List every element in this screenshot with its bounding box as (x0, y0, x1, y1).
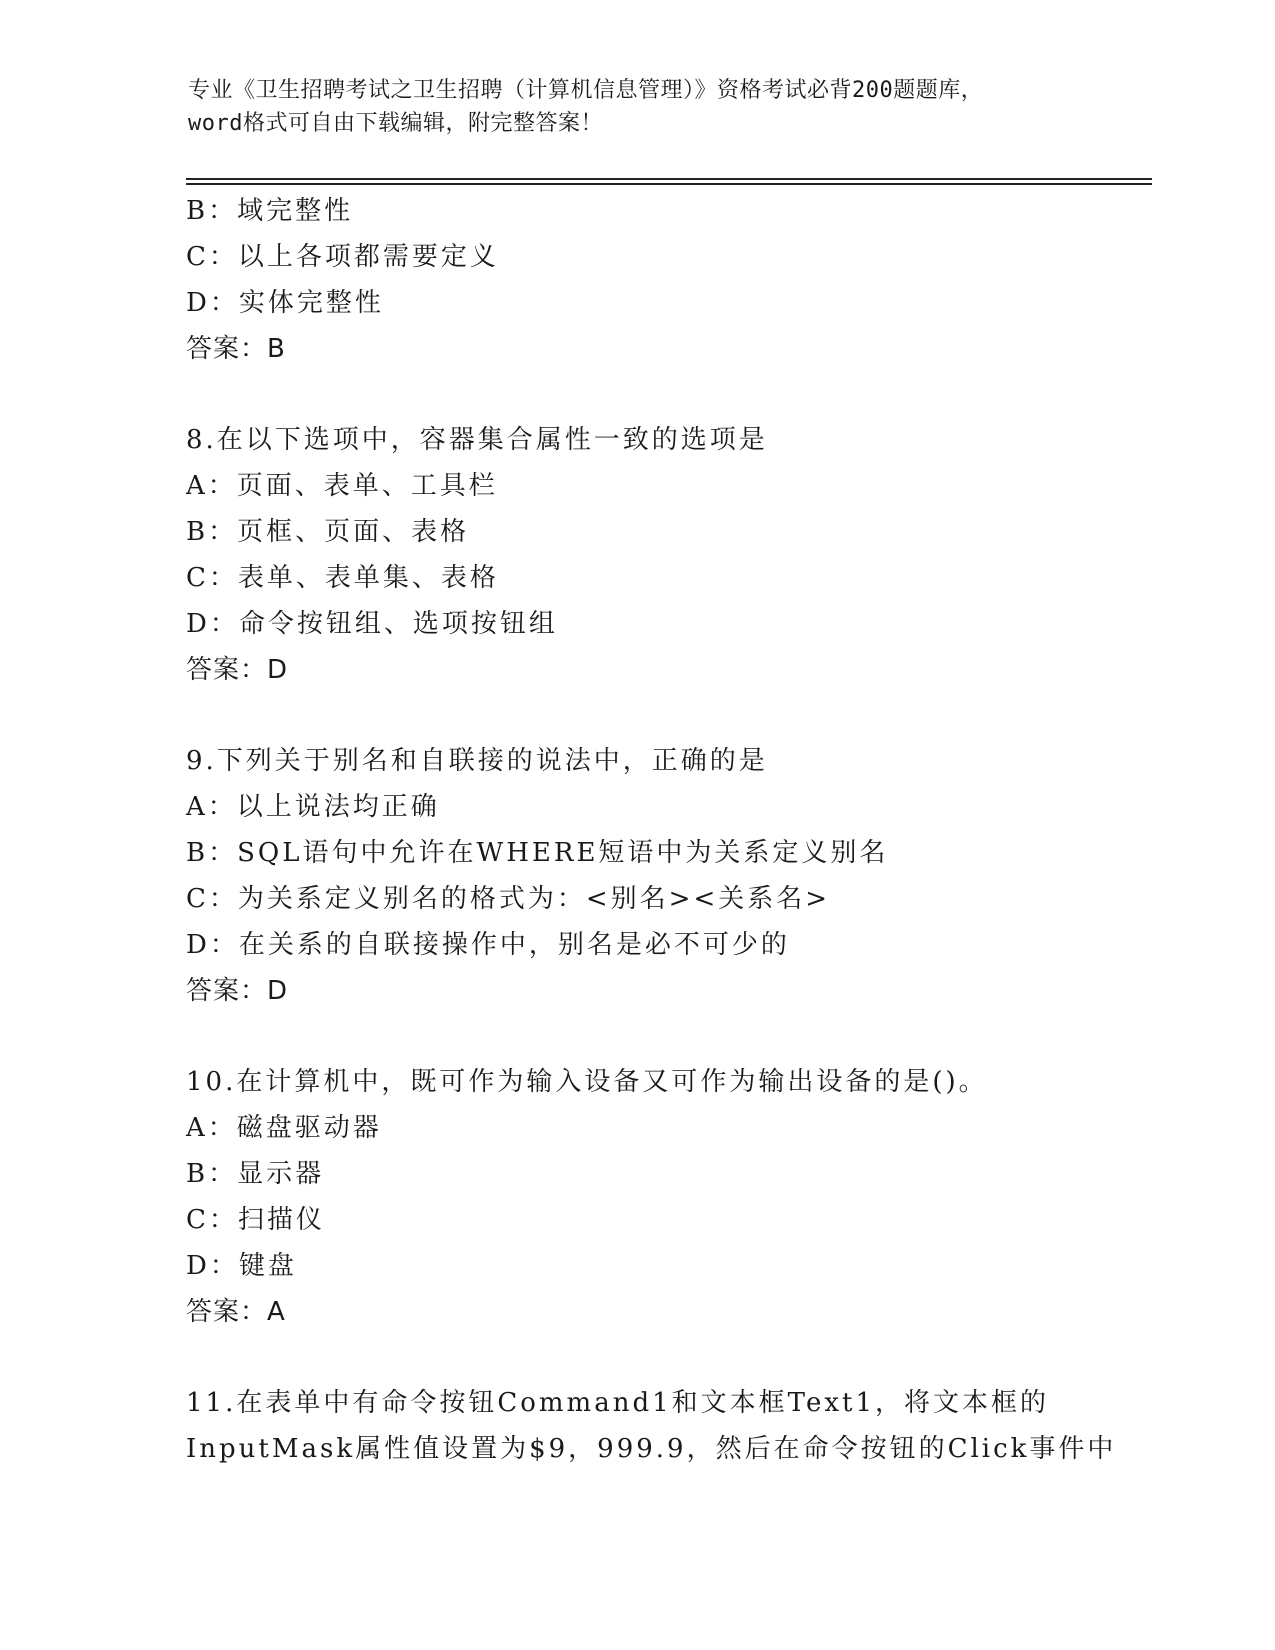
document-header (188, 74, 1088, 140)
question-title: 10.在计算机中，既可作为输入设备又可作为输出设备的是()。 (186, 1067, 988, 1097)
question-9 (186, 738, 1146, 1014)
question-10 (186, 1059, 1146, 1335)
question-8 (186, 417, 1146, 693)
option-d: D：键盘 (186, 1251, 297, 1281)
header-line-2: word格式可自由下载编辑，附完整答案！ (188, 111, 603, 136)
spacer (186, 372, 1146, 417)
option-a: A：磁盘驱动器 (186, 1113, 382, 1143)
option-b: B：显示器 (186, 1159, 325, 1189)
option-a: A：页面、表单、工具栏 (186, 471, 498, 501)
header-divider-bottom (186, 183, 1152, 185)
question-title-line-2: InputMask属性值设置为$9，999.9，然后在命令按钮的Click事件中 (186, 1434, 1117, 1464)
answer-label: 答案：D (186, 976, 289, 1006)
spacer (186, 1335, 1146, 1380)
header-divider-top (186, 178, 1152, 180)
option-c: C：为关系定义别名的格式为：<别名><关系名> (186, 884, 831, 914)
spacer (186, 1014, 1146, 1059)
option-b: B：页框、页面、表格 (186, 517, 470, 547)
header-line-1: 专业《卫生招聘考试之卫生招聘（计算机信息管理）》资格考试必背200题题库， (188, 78, 984, 103)
option-a: A：以上说法均正确 (186, 792, 440, 822)
question-title-line-1: 11.在表单中有命令按钮Command1和文本框Text1，将文本框的 (186, 1388, 1049, 1418)
answer-label: 答案：A (186, 1297, 286, 1327)
option-b: B：域完整性 (186, 196, 354, 226)
question-content (186, 188, 1146, 1472)
option-d: D：在关系的自联接操作中，别名是必不可少的 (186, 930, 790, 960)
spacer (186, 693, 1146, 738)
question-7-fragment (186, 188, 1146, 372)
option-d: D：命令按钮组、选项按钮组 (186, 609, 558, 639)
answer-label: 答案：B (186, 334, 286, 364)
option-c: C：以上各项都需要定义 (186, 242, 499, 272)
option-b: B：SQL语句中允许在WHERE短语中为关系定义别名 (186, 838, 889, 868)
question-11 (186, 1380, 1146, 1472)
option-c: C：表单、表单集、表格 (186, 563, 499, 593)
option-d: D：实体完整性 (186, 288, 384, 318)
question-title: 8.在以下选项中，容器集合属性一致的选项是 (186, 425, 768, 455)
question-title: 9.下列关于别名和自联接的说法中，正确的是 (186, 746, 768, 776)
option-c: C：扫描仪 (186, 1205, 325, 1235)
answer-label: 答案：D (186, 655, 289, 685)
